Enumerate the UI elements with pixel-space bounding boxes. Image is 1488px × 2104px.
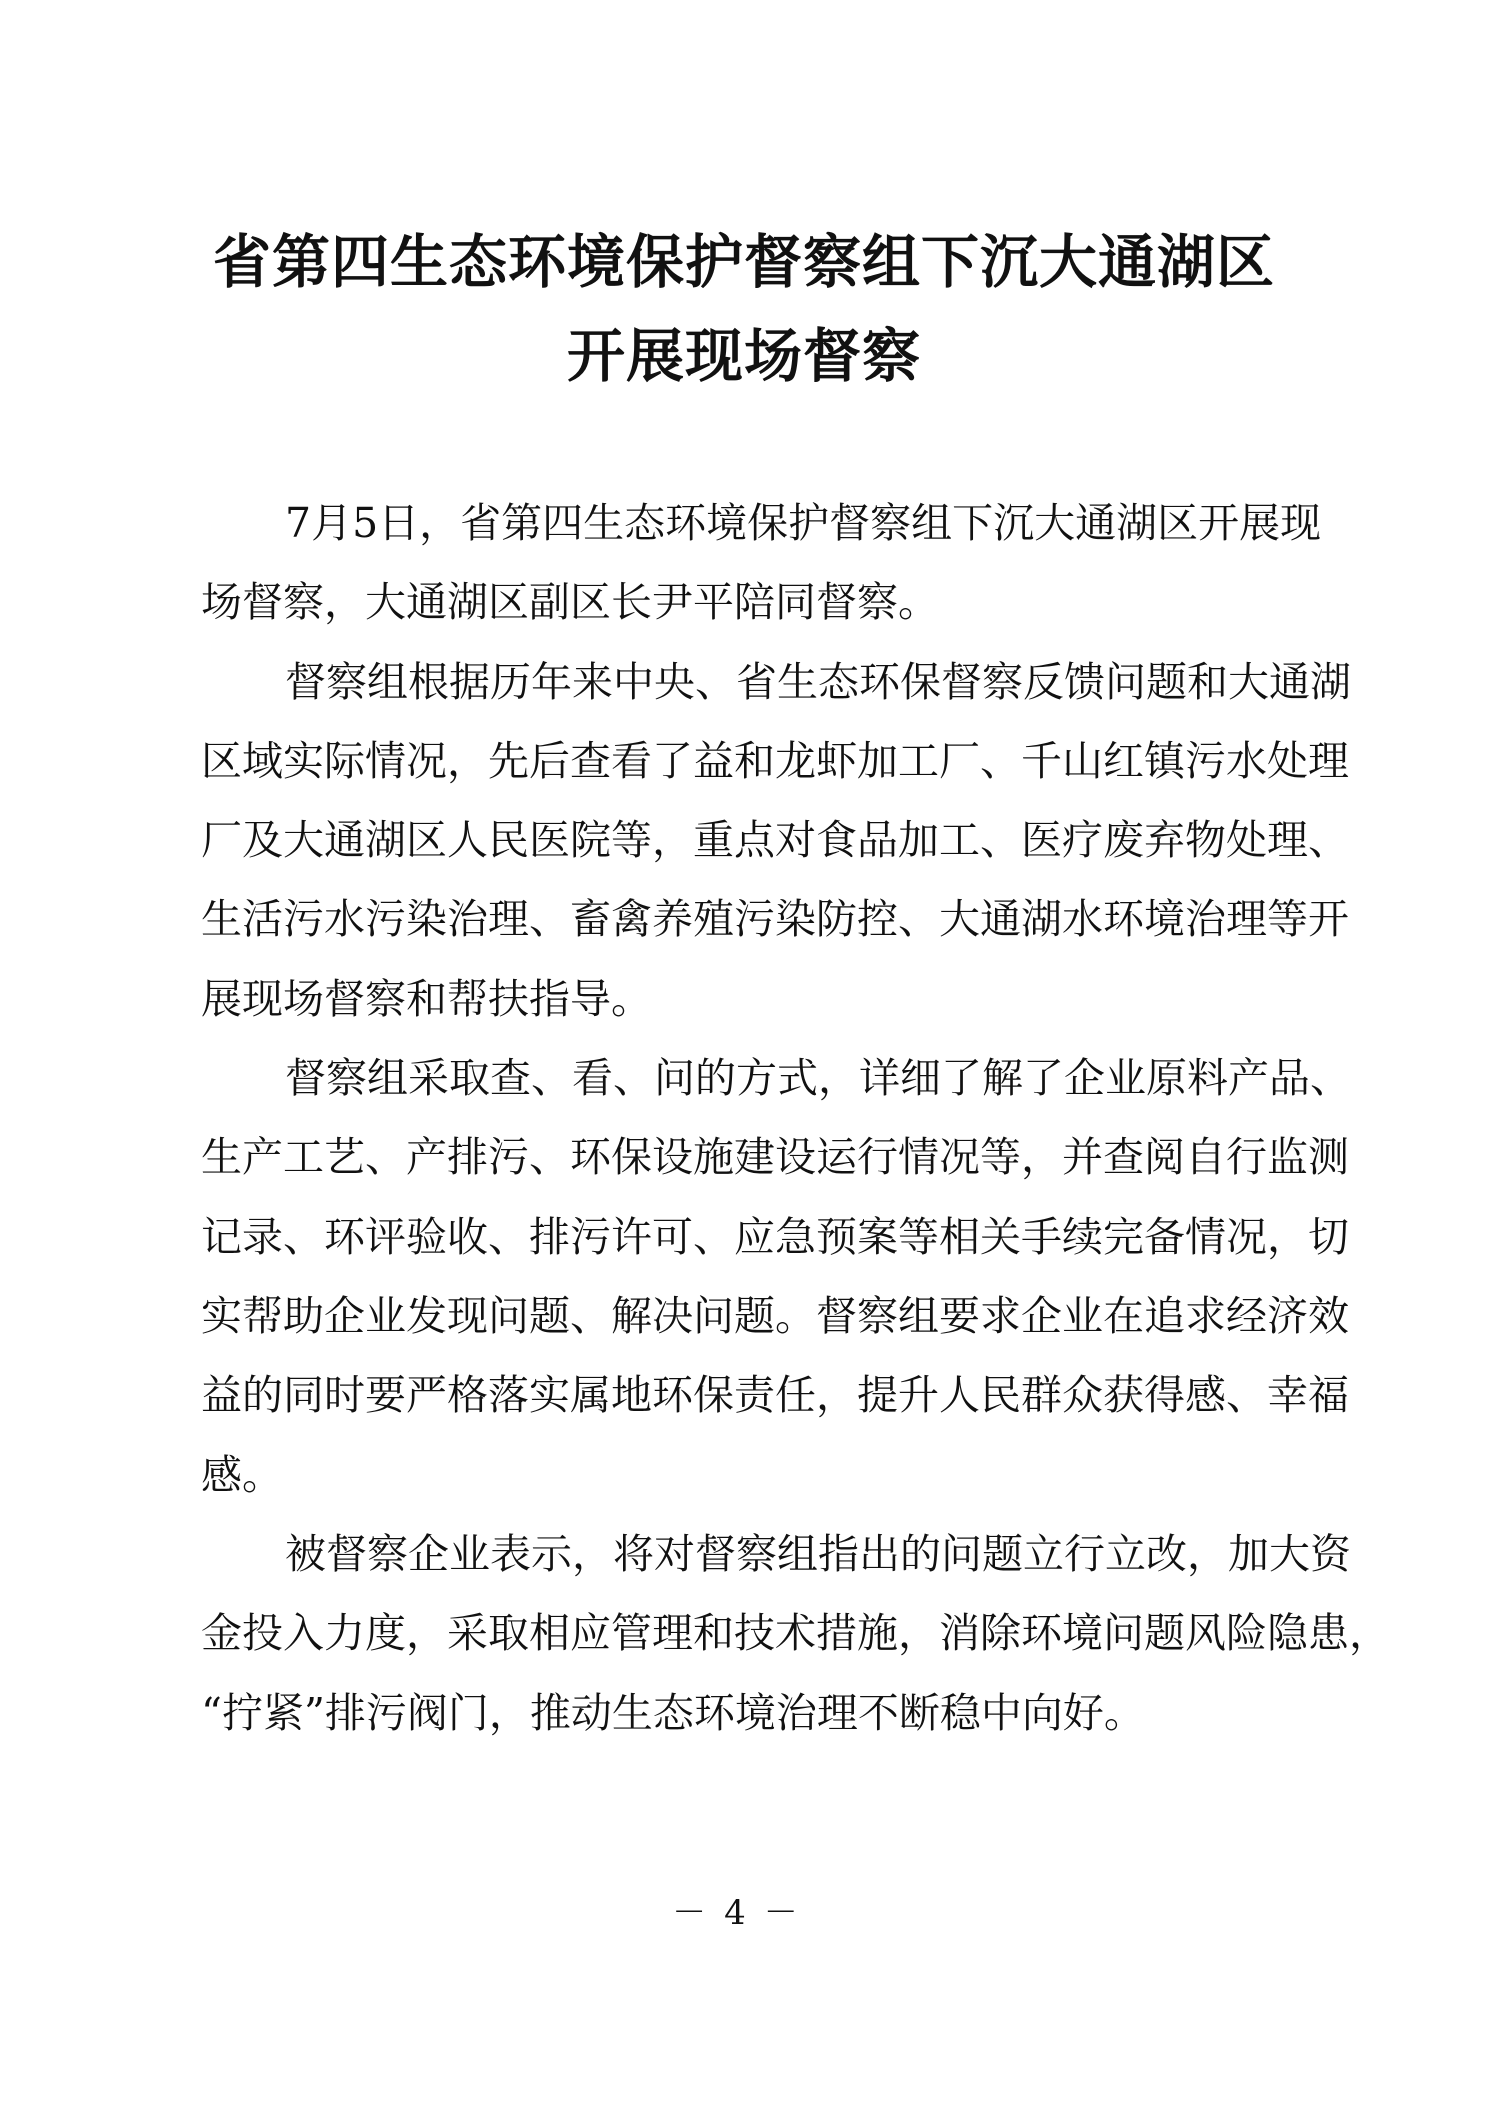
text-line: 厂及大通湖区人民医院等，重点对食品加工、医疗废弃物处理、	[201, 816, 1349, 864]
document-title-line-1: 省第四生态环境保护督察组下沉大通湖区	[212, 228, 1275, 296]
text-line: 7月5日，省第四生态环境保护督察组下沉大通湖区开展现	[285, 499, 1322, 547]
text-line: 生活污水污染治理、畜禽养殖污染防控、大通湖水环境治理等开	[201, 895, 1349, 943]
text-line: 记录、环评验收、排污许可、应急预案等相关手续完备情况，切	[201, 1213, 1349, 1261]
text-line: 益的同时要严格落实属地环保责任，提升人民群众获得感、幸福	[201, 1371, 1349, 1419]
text-line: “拧紧”排污阀门，推动生态环境治理不断稳中向好。	[201, 1689, 1145, 1737]
text-line: 生产工艺、产排污、环保设施建设运行情况等，并查阅自行监测	[201, 1133, 1349, 1181]
text-line: 感。	[201, 1451, 283, 1499]
document-title-line-2: 开展现场督察	[566, 322, 921, 390]
text-line: 展现场督察和帮扶指导。	[201, 975, 652, 1023]
text-line: 督察组采取查、看、问的方式，详细了解了企业原料产品、	[285, 1054, 1351, 1102]
text-line: 督察组根据历年来中央、省生态环保督察反馈问题和大通湖	[285, 658, 1351, 706]
text-line: 金投入力度，采取相应管理和技术措施，消除环境问题风险隐患，	[201, 1609, 1390, 1657]
page-number: －4－	[672, 1893, 816, 1933]
text-line: 实帮助企业发现问题、解决问题。督察组要求企业在追求经济效	[201, 1292, 1349, 1340]
text-line: 区域实际情况，先后查看了益和龙虾加工厂、千山红镇污水处理	[201, 737, 1349, 785]
text-line: 场督察，大通湖区副区长尹平陪同督察。	[201, 578, 939, 626]
text-line: 被督察企业表示，将对督察组指出的问题立行立改，加大资	[285, 1530, 1351, 1578]
